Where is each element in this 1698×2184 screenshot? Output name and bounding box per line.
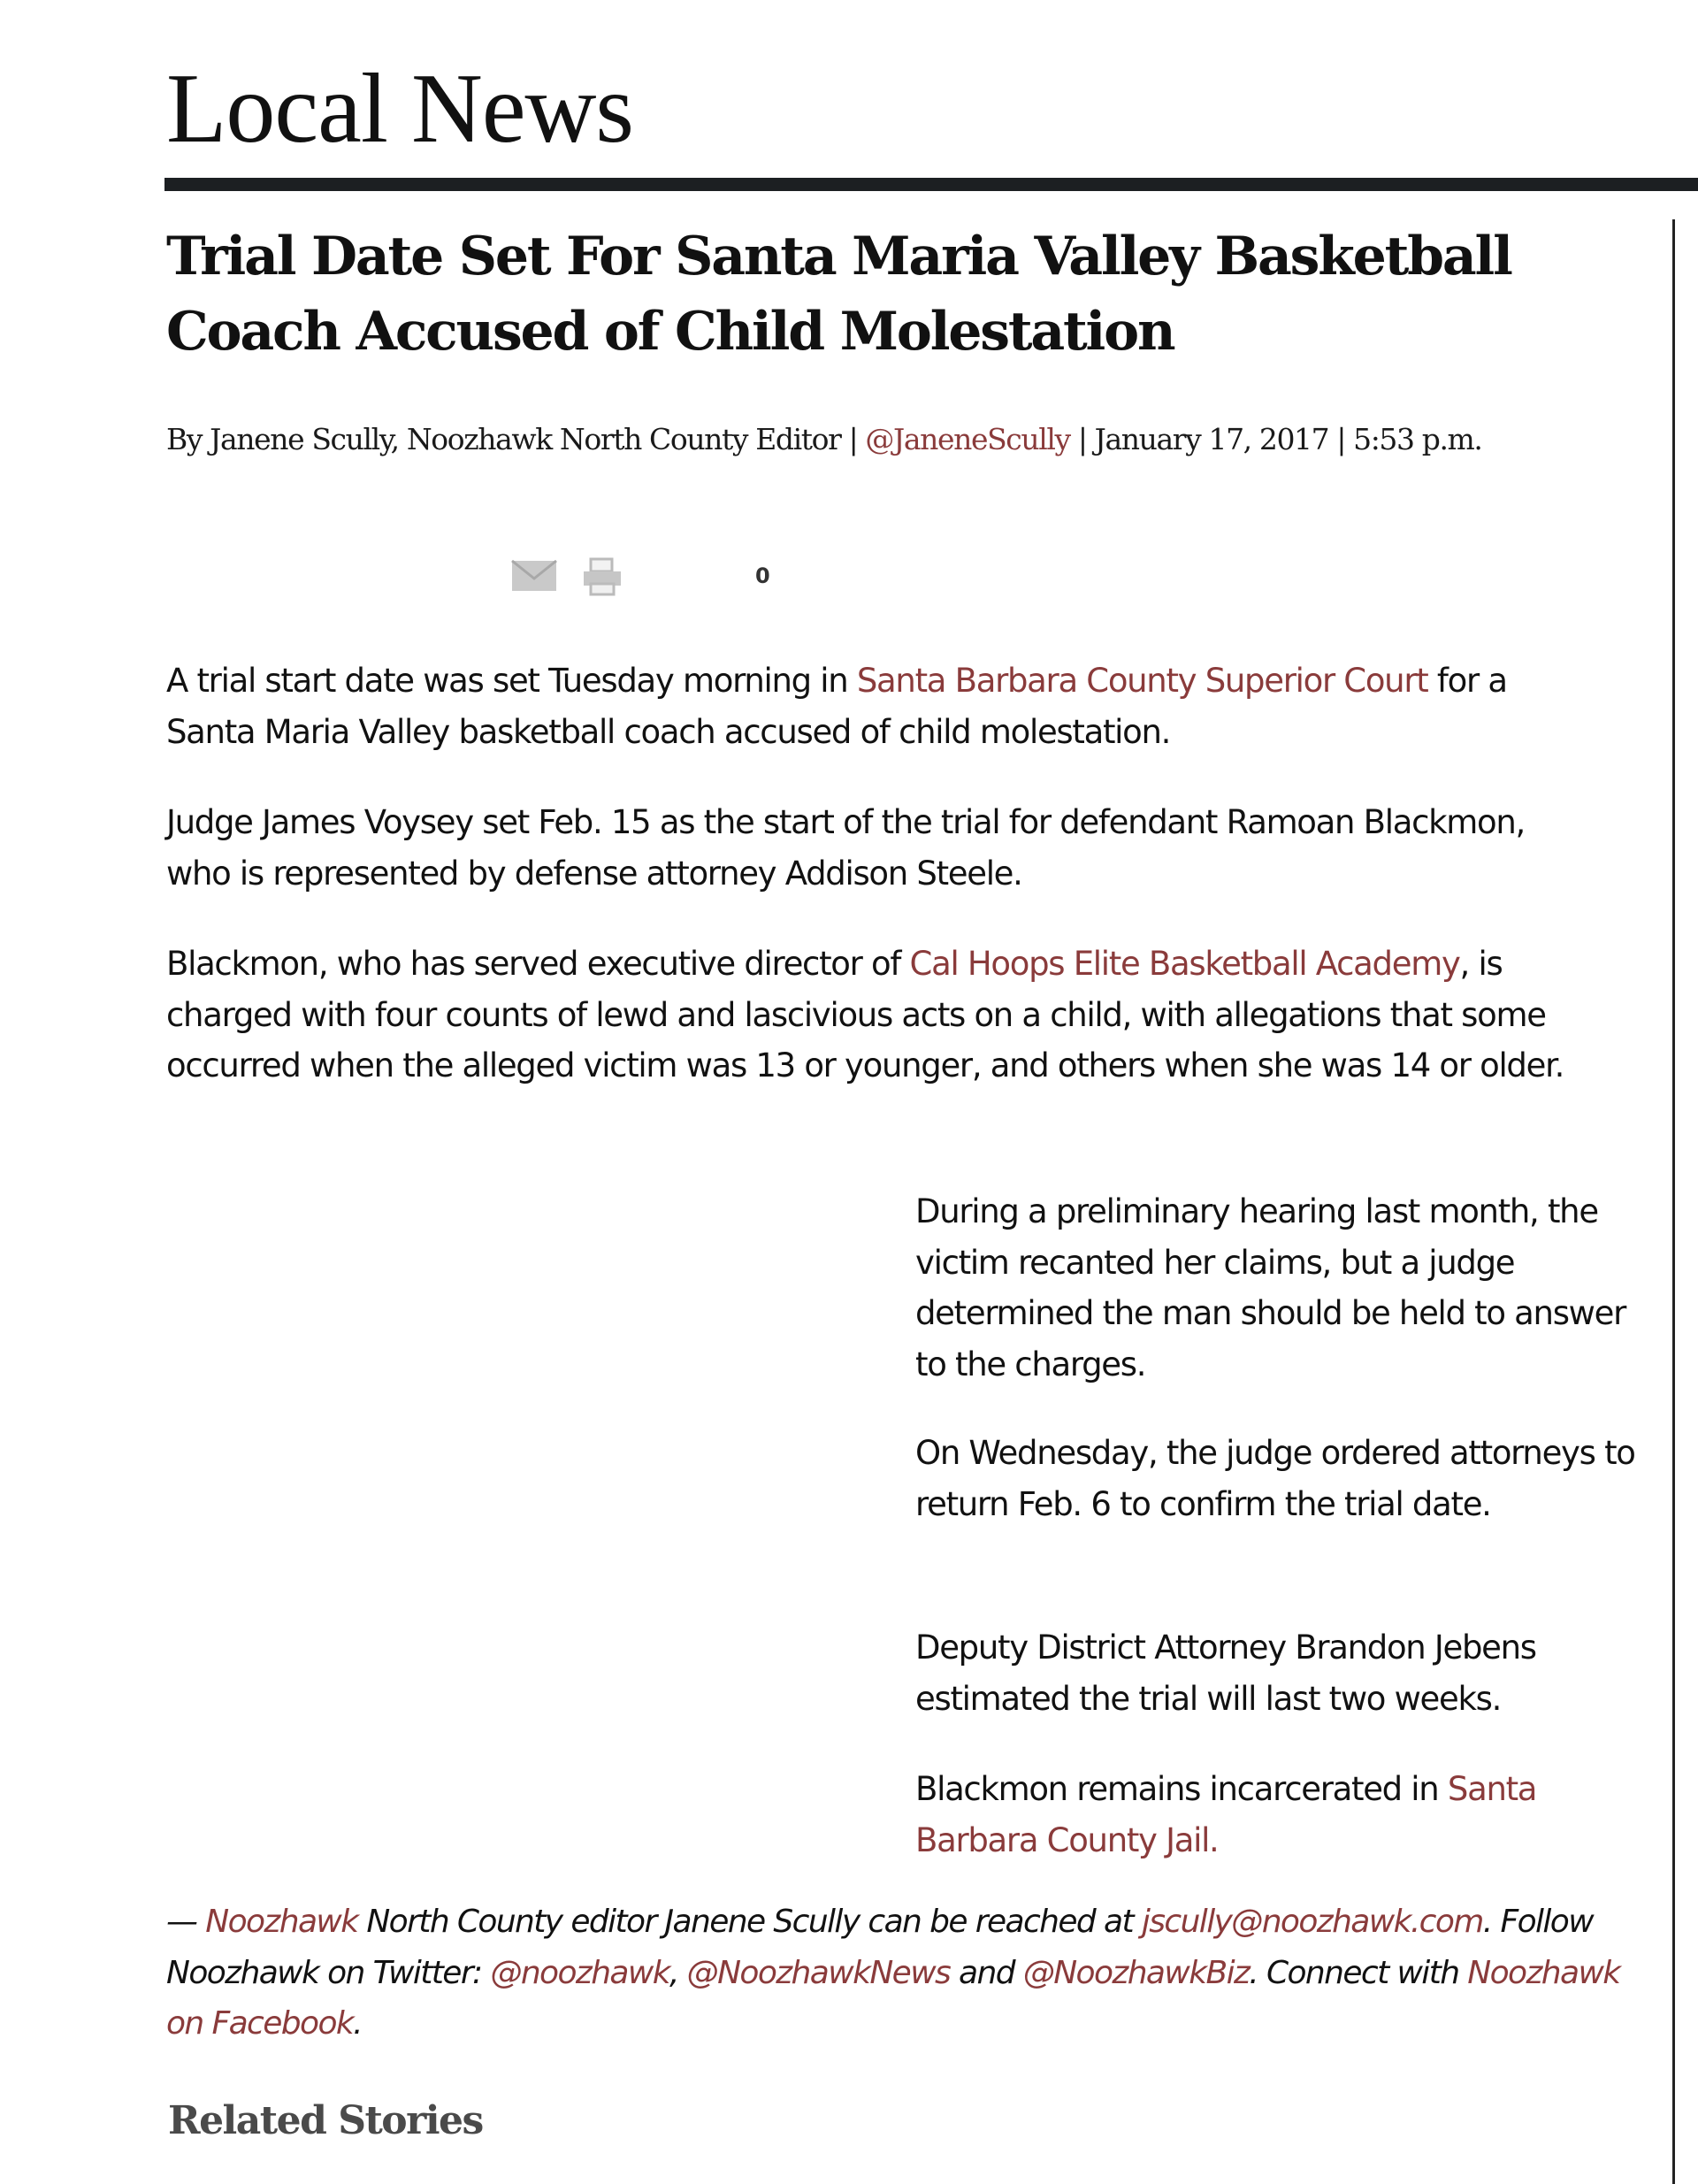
- superior-court-link[interactable]: Santa Barbara County Superior Court: [856, 662, 1428, 700]
- cal-hoops-link[interactable]: Cal Hoops Elite Basketball Academy: [909, 945, 1460, 983]
- signoff-text: .: [353, 2005, 362, 2042]
- signoff-dash: —: [166, 1904, 206, 1940]
- paragraph-text: , is charged with four counts of lewd and lascivious acts on a child, with allegations that some occurred when the alleged victim was 13 or younger, and others when she was 14 or older.: [166, 945, 1564, 1084]
- signoff-text: . Follow Noozhawk on Twitter:: [166, 1904, 1594, 1991]
- signoff-text: and: [950, 1954, 1023, 1991]
- byline-date: | January 17, 2017 | 5:53 p.m.: [1069, 422, 1482, 456]
- paragraph: Deputy District Attorney Brandon Jebens estimated the trial will last two weeks.: [915, 1628, 1536, 1718]
- article-headline: Trial Date Set For Santa Maria Valley Basketball Coach Accused of Child Molestation: [166, 226, 1511, 363]
- paragraph-text: Blackmon remains incarcerated in: [915, 1770, 1448, 1808]
- paragraph: During a preliminary hearing last month, the victim recanted her claims, but a judge determined the man should be held to answer to the charges.: [915, 1192, 1626, 1383]
- section-title: Local News: [166, 54, 634, 164]
- column-border: [1672, 219, 1675, 2184]
- byline-author: By Janene Scully, Noozhawk North County Editor |: [166, 422, 866, 456]
- paragraph: Judge James Voysey set Feb. 15 as the start of the trial for defendant Ramoan Blackmon, who is represented by defense attorney Addison Steele.: [166, 803, 1525, 893]
- section-divider: [164, 178, 1698, 191]
- twitter-noozhawknews-link[interactable]: @NoozhawkNews: [686, 1954, 951, 1991]
- noozhawk-link[interactable]: Noozhawk: [205, 1904, 358, 1940]
- signoff-text: . Connect with: [1249, 1954, 1468, 1991]
- related-stories-heading: Related Stories: [168, 2098, 483, 2143]
- signoff-text: ,: [669, 1954, 687, 1991]
- paragraph-text: for a Santa Maria Valley basketball coach accused of child molestation.: [166, 662, 1507, 751]
- facebook-link[interactable]: Noozhawk on Facebook: [166, 1954, 1620, 2042]
- paragraph: [915, 1764, 1641, 1866]
- twitter-noozhawk-link[interactable]: @noozhawk: [490, 1954, 669, 1991]
- twitter-noozhawkbiz-link[interactable]: @NoozhawkBiz: [1022, 1954, 1250, 1991]
- paragraph-text: Blackmon, who has served executive director of: [166, 945, 910, 983]
- author-signoff: [166, 1897, 1661, 2050]
- email-icon[interactable]: [511, 557, 557, 594]
- byline: [166, 418, 1634, 462]
- share-bar: [511, 554, 770, 598]
- author-twitter-link[interactable]: @JaneneScully: [865, 422, 1070, 456]
- paragraph-text: A trial start date was set Tuesday morning in: [166, 662, 857, 700]
- share-count: 0: [755, 563, 770, 588]
- paragraph: [166, 655, 1581, 757]
- author-email-link[interactable]: jscully@noozhawk.com: [1141, 1904, 1483, 1940]
- signoff-text: North County editor Janene Scully can be reached at: [357, 1904, 1142, 1940]
- paragraph: On Wednesday, the judge ordered attorneys to return Feb. 6 to confirm the trial date.: [915, 1434, 1635, 1523]
- paragraph: [166, 939, 1590, 1092]
- print-icon[interactable]: [582, 557, 623, 594]
- county-jail-link[interactable]: Santa Barbara County Jail.: [915, 1770, 1537, 1859]
